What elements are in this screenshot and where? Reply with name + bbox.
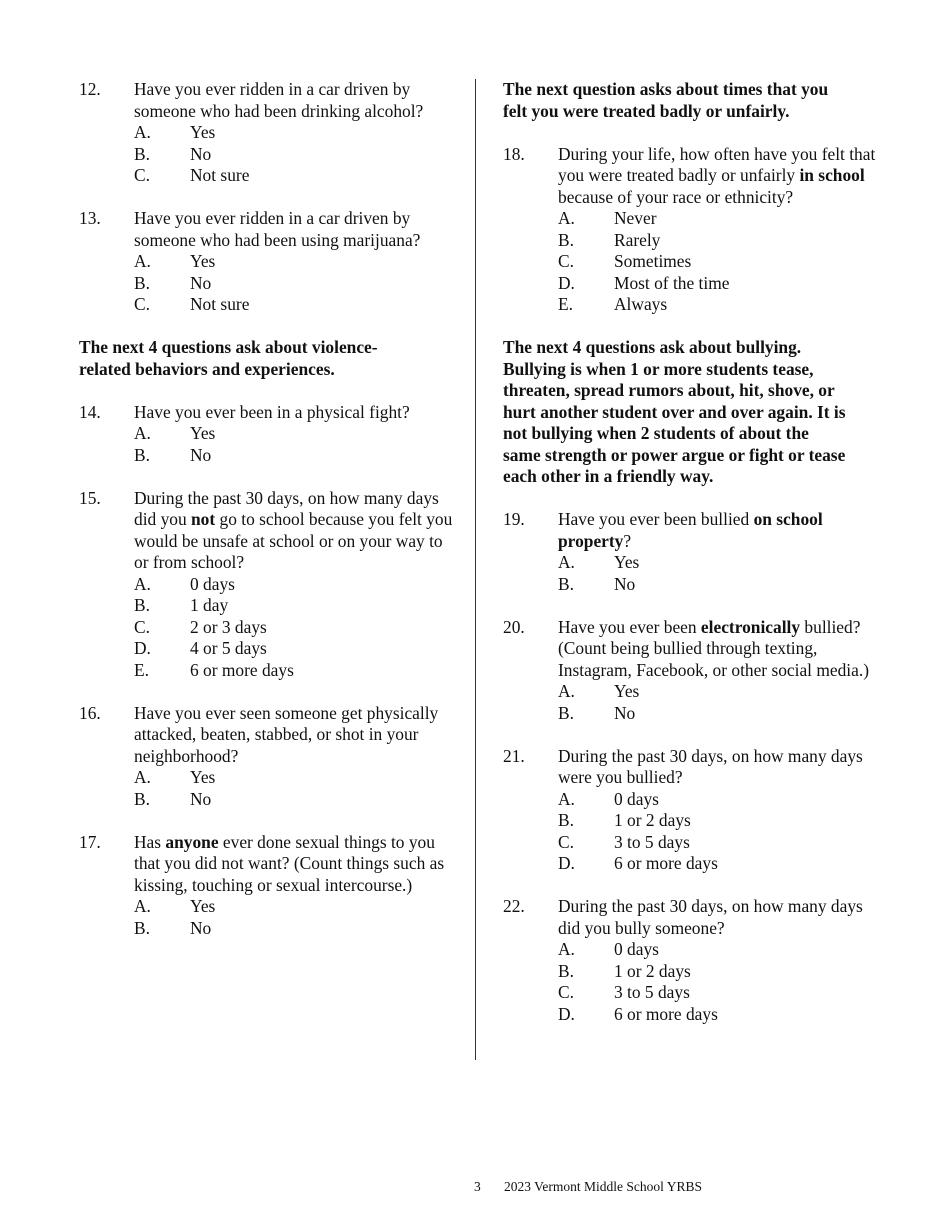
option-text: 6 or more days [614, 853, 718, 873]
question-text-part: bullied? (Count being bullied through texting, Instagram, Facebook, or other social media.) [558, 616, 869, 680]
intro-line: not bullying when 2 students of about the [503, 423, 809, 443]
intro-line: related behaviors and experiences. [79, 358, 335, 379]
question-header [79, 208, 454, 251]
question-text [134, 703, 454, 768]
option-text: Not sure [190, 294, 250, 314]
question-text-part: During the past 30 days, on how many days were you bullied? [558, 745, 863, 787]
answer-option [558, 853, 888, 875]
option-letter: B. [558, 960, 574, 981]
question-text-part: Have you ever been [558, 616, 701, 637]
option-letter: A. [134, 896, 151, 916]
question-text [134, 488, 454, 574]
question-14 [79, 402, 454, 467]
option-letter: C. [134, 294, 150, 314]
option-letter: A. [558, 788, 575, 809]
option-letter: A. [558, 208, 575, 228]
answer-option [558, 681, 888, 703]
option-text: 1 or 2 days [614, 810, 691, 830]
question-text-part: ? [623, 530, 632, 551]
intro-line: hurt another student over and over again. It is [503, 401, 846, 422]
answer-option [134, 294, 454, 316]
answer-options [558, 552, 888, 595]
option-text: Always [614, 294, 668, 314]
emphasis-text: not [191, 509, 216, 529]
answer-options [134, 767, 454, 810]
question-22 [503, 896, 888, 1025]
option-letter: B. [558, 702, 574, 723]
column-divider [475, 79, 476, 1060]
option-letter: D. [558, 272, 575, 293]
answer-option [558, 961, 888, 983]
question-header [503, 509, 888, 552]
option-text: Never [614, 208, 657, 228]
question-header [503, 617, 888, 682]
option-text: 6 or more days [190, 659, 294, 680]
answer-options [558, 939, 888, 1025]
option-letter: A. [558, 552, 575, 572]
question-16 [79, 703, 454, 811]
option-letter: E. [558, 294, 573, 314]
section-intro [503, 79, 888, 122]
left-column [79, 79, 454, 961]
intro-line: threaten, spread rumors about, hit, shove, or [503, 380, 835, 400]
option-letter: C. [134, 616, 150, 637]
page-number: 3 [474, 1179, 481, 1194]
option-text: Yes [190, 122, 216, 142]
option-letter: B. [134, 595, 150, 615]
question-13 [79, 208, 454, 316]
question-text [558, 746, 888, 789]
question-number: 15. [79, 487, 101, 508]
answer-option [134, 767, 454, 789]
option-letter: B. [558, 810, 574, 830]
answer-option [558, 273, 888, 295]
right-column [503, 79, 888, 1047]
answer-option [134, 896, 454, 918]
answer-option [558, 230, 888, 252]
option-text: Yes [190, 767, 216, 787]
answer-option [134, 789, 454, 811]
question-header [503, 144, 888, 209]
option-letter: A. [558, 939, 575, 959]
question-header [79, 402, 454, 424]
option-text: 3 to 5 days [614, 831, 690, 852]
question-header [79, 488, 454, 574]
question-number: 19. [503, 509, 525, 529]
question-number: 17. [79, 831, 101, 852]
option-letter: C. [558, 982, 574, 1002]
option-letter: C. [134, 165, 150, 185]
question-header [79, 832, 454, 897]
answer-option [134, 595, 454, 617]
option-letter: A. [134, 573, 151, 594]
question-19 [503, 509, 888, 595]
option-text: Yes [190, 251, 216, 271]
option-text: No [614, 702, 636, 723]
option-letter: A. [134, 767, 151, 787]
option-text: Most of the time [614, 272, 730, 293]
answer-option [134, 122, 454, 144]
question-text-part: Has [134, 831, 166, 852]
question-20 [503, 617, 888, 725]
question-text-part: During your life, how often have you felt that you were treated badly or unfairly [558, 143, 876, 185]
option-letter: C. [558, 251, 574, 271]
question-number: 16. [79, 702, 101, 723]
question-number: 13. [79, 208, 101, 228]
option-text: 2 or 3 days [190, 616, 267, 637]
intro-line: Bullying is when 1 or more students tease, [503, 358, 814, 379]
question-21 [503, 746, 888, 875]
question-number: 12. [79, 79, 101, 99]
option-letter: D. [134, 638, 151, 658]
option-letter: E. [134, 659, 149, 680]
question-number: 21. [503, 745, 525, 766]
option-text: 1 or 2 days [614, 960, 691, 981]
question-text-part: Have you ever been bullied [558, 509, 754, 529]
question-text [558, 896, 888, 939]
emphasis-text: in school [799, 165, 865, 185]
option-text: No [190, 917, 212, 938]
answer-option [134, 273, 454, 295]
option-text: No [190, 272, 212, 293]
question-text [558, 509, 888, 552]
question-text-part: ever done sexual things to you that you did not want? (Count things such as kissing, touching or sexual intercourse.) [134, 831, 445, 895]
option-text: Not sure [190, 165, 250, 185]
option-letter: B. [134, 272, 150, 293]
answer-option [558, 208, 888, 230]
option-letter: A. [134, 251, 151, 271]
section-intro [503, 337, 888, 488]
option-letter: A. [134, 122, 151, 142]
option-text: 0 days [614, 939, 659, 959]
option-letter: D. [558, 853, 575, 873]
answer-option [558, 703, 888, 725]
answer-options [558, 789, 888, 875]
option-text: Yes [190, 423, 216, 443]
answer-option [134, 638, 454, 660]
option-text: No [614, 573, 636, 594]
question-header [503, 896, 888, 939]
option-text: No [190, 788, 212, 809]
answer-options [134, 251, 454, 316]
answer-option [558, 789, 888, 811]
footer-title: 2023 Vermont Middle School YRBS [504, 1179, 703, 1194]
answer-options [558, 208, 888, 316]
answer-option [558, 1004, 888, 1026]
option-text: Sometimes [614, 251, 692, 271]
answer-option [558, 574, 888, 596]
question-text-part: During the past 30 days, on how many days did you bully someone? [558, 896, 863, 938]
question-header [503, 746, 888, 789]
emphasis-text: electronically [700, 616, 801, 637]
question-text [134, 832, 454, 897]
answer-options [134, 122, 454, 187]
question-text [134, 79, 454, 122]
option-text: 0 days [190, 573, 235, 594]
question-number: 18. [503, 143, 525, 164]
answer-option [558, 294, 888, 316]
question-number: 22. [503, 896, 525, 916]
answer-option [134, 251, 454, 273]
intro-line: same strength or power argue or fight or tease [503, 444, 846, 465]
intro-line: The next 4 questions ask about bullying. [503, 337, 802, 357]
question-text-part: Have you ever seen someone get physically attacked, beaten, stabbed, or shot in your neighborhood? [134, 702, 439, 766]
answer-option [558, 832, 888, 854]
section-intro [79, 337, 454, 380]
question-header [79, 703, 454, 768]
answer-option [134, 423, 454, 445]
answer-option [558, 810, 888, 832]
option-letter: C. [558, 831, 574, 852]
intro-line: The next question asks about times that you [503, 79, 829, 99]
emphasis-text: anyone [165, 831, 219, 852]
emphasis-text: on school property [558, 509, 823, 551]
answer-option [558, 939, 888, 961]
option-letter: B. [134, 444, 150, 465]
answer-options [558, 681, 888, 724]
question-text-part: go to school because you felt you would be unsafe at school or on your way to or from school? [134, 509, 453, 572]
option-letter: A. [558, 681, 575, 701]
intro-line: felt you were treated badly or unfairly. [503, 100, 790, 121]
question-text-part: because of your race or ethnicity? [558, 186, 794, 207]
question-18 [503, 144, 888, 316]
answer-options [134, 574, 454, 682]
answer-option [134, 918, 454, 940]
answer-options [134, 423, 454, 466]
intro-line: The next 4 questions ask about violence- [79, 337, 378, 357]
option-letter: B. [558, 229, 574, 250]
option-text: 1 day [190, 595, 229, 615]
question-text-part: Have you ever been in a physical fight? [134, 401, 410, 422]
answer-option [558, 982, 888, 1004]
option-text: No [190, 143, 212, 164]
question-12 [79, 79, 454, 187]
question-text [134, 208, 454, 251]
answer-option [558, 251, 888, 273]
answer-option [134, 574, 454, 596]
question-17 [79, 832, 454, 940]
question-text-part: Have you ever ridden in a car driven by someone who had been using marijuana? [134, 208, 421, 250]
question-text [558, 144, 888, 209]
option-letter: A. [134, 423, 151, 443]
answer-option [134, 445, 454, 467]
question-header [79, 79, 454, 122]
question-15 [79, 488, 454, 682]
option-text: 3 to 5 days [614, 982, 690, 1002]
answer-option [134, 617, 454, 639]
option-text: Rarely [614, 229, 661, 250]
option-letter: B. [134, 917, 150, 938]
option-text: 0 days [614, 788, 659, 809]
option-text: Yes [614, 552, 640, 572]
question-text-part: During the past 30 days, on how many days did you [134, 487, 439, 529]
option-letter: D. [558, 1003, 575, 1024]
option-text: No [190, 444, 212, 465]
option-letter: B. [134, 788, 150, 809]
question-text [134, 402, 454, 424]
answer-options [134, 896, 454, 939]
intro-line: each other in a friendly way. [503, 466, 714, 486]
option-letter: B. [558, 573, 574, 594]
answer-option [134, 660, 454, 682]
answer-option [134, 144, 454, 166]
question-number: 14. [79, 401, 101, 422]
option-text: 6 or more days [614, 1003, 718, 1024]
answer-option [558, 552, 888, 574]
answer-option [134, 165, 454, 187]
option-text: 4 or 5 days [190, 638, 267, 658]
page-footer [474, 1179, 702, 1195]
option-text: Yes [190, 896, 216, 916]
question-text-part: Have you ever ridden in a car driven by someone who had been drinking alcohol? [134, 79, 424, 121]
option-text: Yes [614, 681, 640, 701]
option-letter: B. [134, 143, 150, 164]
question-text [558, 617, 888, 682]
question-number: 20. [503, 616, 525, 637]
